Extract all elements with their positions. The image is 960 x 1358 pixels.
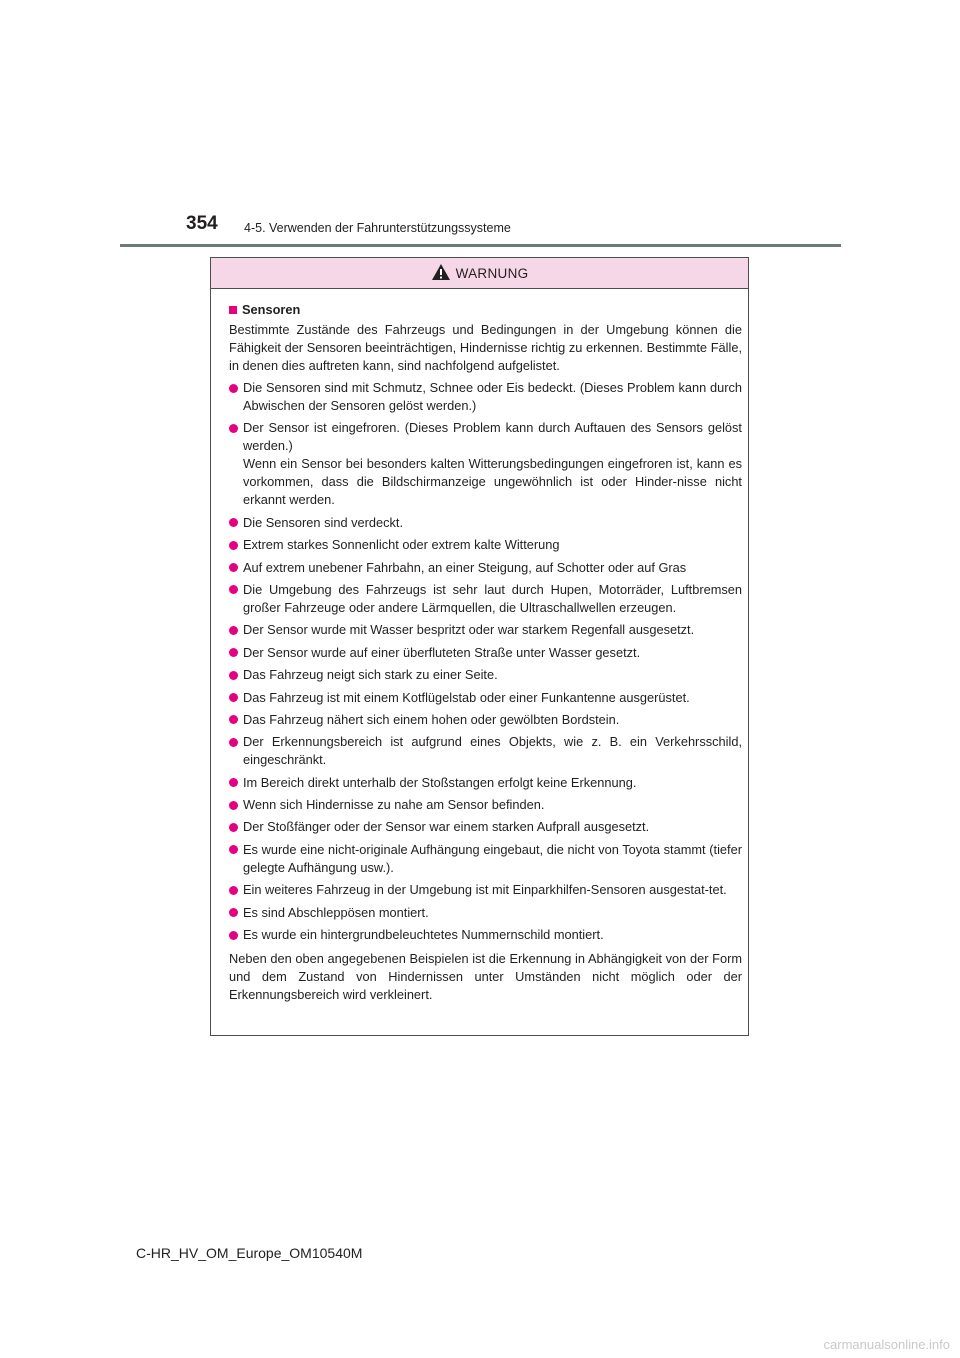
list-item: Der Stoßfänger oder der Sensor war einem starken Aufprall ausgesetzt. (229, 818, 742, 836)
list-item: Die Umgebung des Fahrzeugs ist sehr laut durch Hupen, Motorräder, Luftbremsen großer Fahrzeuge oder andere Lärmquellen, die Ultraschallwellen erzeugen. (229, 581, 742, 617)
square-bullet-icon (229, 306, 237, 314)
document-code: C-HR_HV_OM_Europe_OM10540M (136, 1245, 363, 1261)
warning-triangle-icon (431, 263, 451, 281)
list-item: Im Bereich direkt unterhalb der Stoßstangen erfolgt keine Erkennung. (229, 774, 742, 792)
subheading-text: Sensoren (242, 302, 301, 317)
list-item (229, 419, 742, 509)
warning-title: WARNUNG (455, 265, 529, 281)
outro-paragraph: Neben den oben angegebenen Beispielen ist die Erkennung in Abhängigkeit von der Form und dem Zustand von Hindernissen unter Umständen nicht möglich oder der Erkennungsbereich wird verkleinert. (229, 951, 742, 1003)
list-item: Die Sensoren sind verdeckt. (229, 514, 742, 532)
header-rule (120, 244, 841, 247)
list-item: Der Sensor wurde mit Wasser bespritzt oder war starkem Regenfall ausgesetzt. (229, 621, 742, 639)
list-item: Das Fahrzeug nähert sich einem hohen oder gewölbten Bordstein. (229, 711, 742, 729)
list-item: Es sind Abschleppösen montiert. (229, 904, 742, 922)
intro-paragraph: Bestimmte Zustände des Fahrzeugs und Bedingungen in der Umgebung können die Fähigkeit der Sensoren beeinträchtigen, Hindernisse richtig zu erkennen. Bestimmte Fälle, in denen dies auftreten kann, sind nachfolgend aufgelistet. (229, 322, 742, 373)
list-item-text: Der Sensor ist eingefroren. (Dieses Problem kann durch Auftauen des Sensors gelöst werden.) (243, 420, 742, 454)
list-item: Der Erkennungsbereich ist aufgrund eines Objekts, wie z. B. ein Verkehrsschild, eingeschränkt. (229, 733, 742, 769)
list-item: Wenn sich Hindernisse zu nahe am Sensor befinden. (229, 796, 742, 814)
bullet-list (229, 379, 742, 944)
warning-box (210, 257, 749, 1036)
warning-body (211, 289, 748, 1004)
list-item: Es wurde ein hintergrundbeleuchtetes Nummernschild montiert. (229, 926, 742, 944)
list-item: Extrem starkes Sonnenlicht oder extrem kalte Witterung (229, 536, 742, 554)
list-item: Das Fahrzeug ist mit einem Kotflügelstab oder einer Funkantenne ausgerüstet. (229, 689, 742, 707)
list-item: Die Sensoren sind mit Schmutz, Schnee oder Eis bedeckt. (Dieses Problem kann durch Abwischen der Sensoren gelöst werden.) (229, 379, 742, 415)
page-number: 354 (186, 213, 218, 234)
watermark[interactable]: carmanualsonline.info (823, 1337, 950, 1352)
section-title: 4-5. Verwenden der Fahrunterstützungssysteme (244, 221, 511, 235)
list-item: Auf extrem unebener Fahrbahn, an einer Steigung, auf Schotter oder auf Gras (229, 559, 742, 577)
subheading (229, 301, 742, 319)
warning-header (211, 258, 748, 289)
list-item: Der Sensor wurde auf einer überfluteten Straße unter Wasser gesetzt. (229, 644, 742, 662)
list-item: Es wurde eine nicht-originale Aufhängung eingebaut, die nicht von Toyota stammt (tiefer gelegte Aufhängung usw.). (229, 841, 742, 877)
list-item: Ein weiteres Fahrzeug in der Umgebung ist mit Einparkhilfen-Sensoren ausgestat-tet. (229, 881, 742, 899)
list-item: Das Fahrzeug neigt sich stark zu einer Seite. (229, 666, 742, 684)
list-item-extra: Wenn ein Sensor bei besonders kalten Witterungsbedingungen eingefroren ist, kann es vorkommen, dass die Bildschirmanzeige ungewöhnlich ist oder Hinder-nisse nicht erkannt werden. (243, 456, 742, 508)
